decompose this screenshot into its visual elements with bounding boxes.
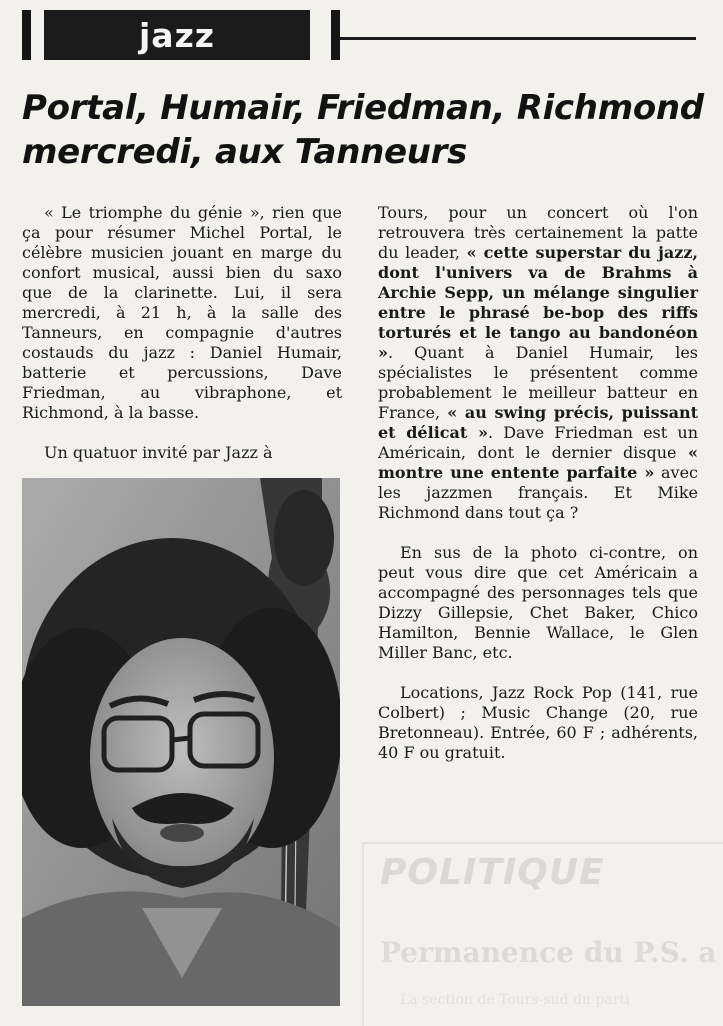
headline-line-2: mercredi, aux Tanneurs — [22, 132, 468, 172]
right-p1-text-e: . Dave Friedman est un Américain, dont le dernier disque — [378, 423, 698, 462]
right-paragraph-1 — [378, 203, 698, 523]
header-rule — [340, 37, 696, 40]
next-article-text: La section de Tours-sud du parti — [400, 992, 630, 1008]
right-p1-quote-humair: « au swing précis, puissant et délicat » — [378, 403, 698, 442]
section-label: jazz — [139, 15, 215, 55]
right-p1-text-g: avec les jazzmen français. Et Mike Richmond dans tout ça ? — [378, 463, 698, 522]
section-header — [22, 10, 340, 60]
musician-photo — [22, 478, 340, 1006]
right-p1-text-a: Tours, pour un concert où l'on retrouvera très certainement la patte du leader, — [378, 203, 698, 262]
header-bar-right — [331, 10, 340, 60]
right-paragraph-3: Locations, Jazz Rock Pop (141, rue Colbert) ; Music Change (20, rue Bretonneau). Entrée, 60 F ; adhérents, 40 F ou gratuit. — [378, 683, 698, 762]
right-p1-quote-friedman: « montre une entente parfaite » — [378, 443, 698, 482]
article-headline — [22, 86, 712, 174]
headline-line-1: Portal, Humair, Friedman, Richmond — [22, 88, 704, 128]
left-paragraph-1: « Le triomphe du génie », rien que ça pour résumer Michel Portal, le célèbre musicien jouant en marge du confort musical, aussi bien du saxo que de la clarinette. Lui, il sera mercredi, à 21 h, à la salle des Tanneurs, en compagnie d'autres costauds du jazz : Daniel Humair, batterie et percussions, Dave Friedman, au vibraphone, et Richmond, à la basse. — [22, 203, 342, 422]
left-column — [22, 203, 342, 483]
left-paragraph-2: Un quatuor invité par Jazz à — [44, 443, 273, 462]
header-bar-left — [22, 10, 31, 60]
right-paragraph-2: En sus de la photo ci-contre, on peut vous dire que cet Américain a accompagné des personnages tels que Dizzy Gillepsie, Chet Baker, Chico Hamilton, Bennie Wallace, le Glen Miller Banc, etc. — [378, 543, 698, 662]
section-label-box — [44, 10, 310, 60]
next-article-headline: Permanence du P.S. a — [380, 936, 717, 969]
portrait-image — [22, 478, 340, 1006]
right-p1-quote-portal: « cette superstar du jazz, dont l'univers va de Brahms à Archie Sepp, un mélange singulier entre le phrasé be-bop des riffs torturés et le tango au bandonéon » — [378, 243, 698, 362]
next-article-section: POLITIQUE — [380, 852, 605, 893]
right-p1-text-c: . Quant à Daniel Humair, les spécialistes le présentent comme probablement le meilleur batteur en France, — [378, 343, 698, 422]
right-column — [378, 203, 698, 783]
